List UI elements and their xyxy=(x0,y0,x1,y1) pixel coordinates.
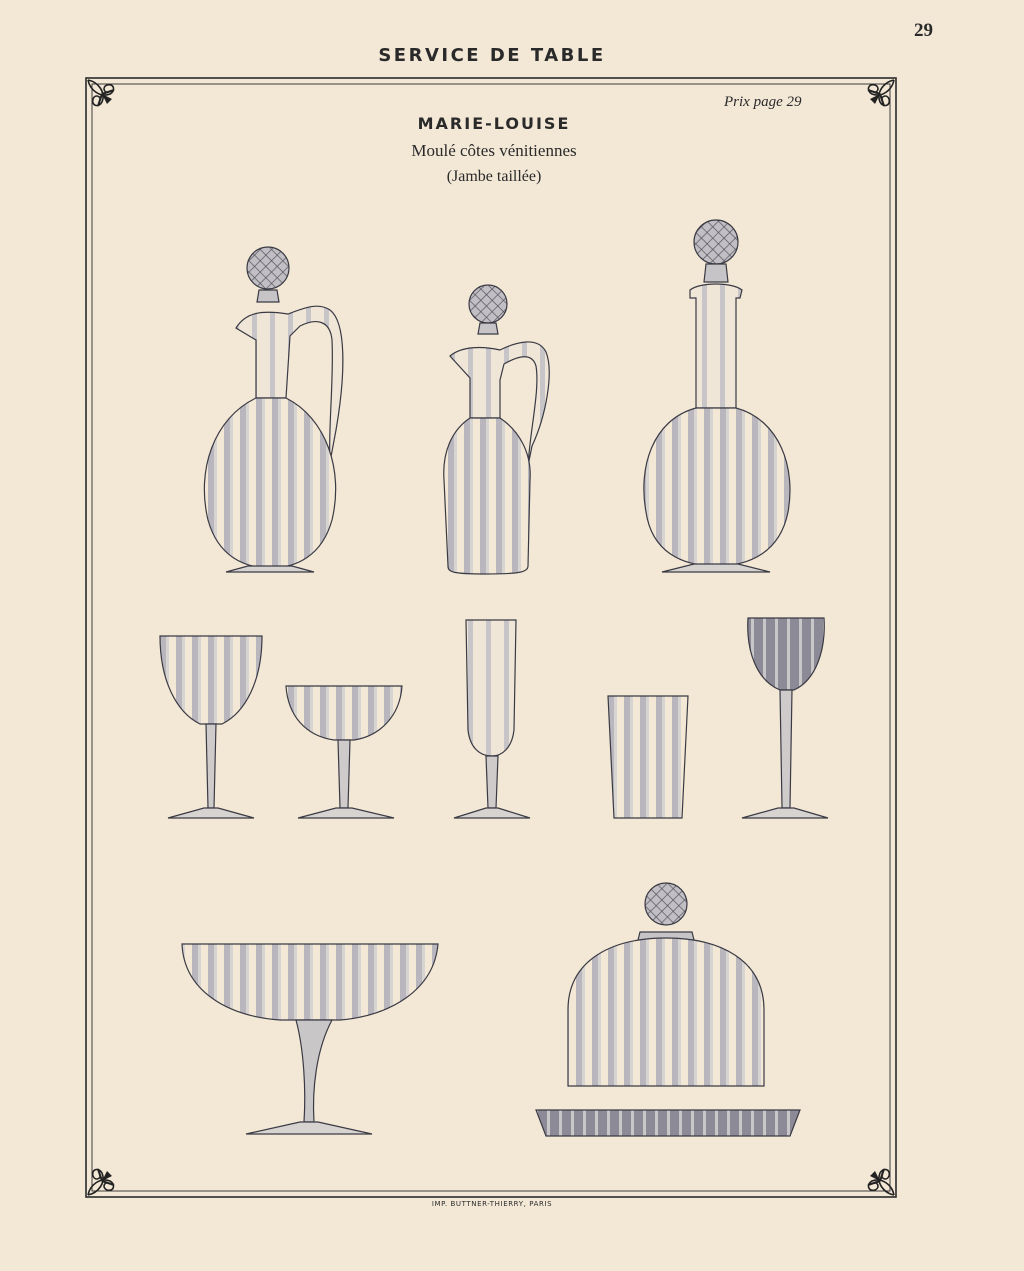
price-reference: Prix page 29 xyxy=(724,94,802,110)
pattern-description: Moulé côtes vénitiennes xyxy=(411,141,577,160)
page-number: 29 xyxy=(914,20,933,41)
pattern-note: (Jambe taillée) xyxy=(446,168,542,185)
champagne-coupe xyxy=(286,686,402,818)
pattern-name: MARIE-LOUISE xyxy=(417,114,571,133)
water-glass xyxy=(160,636,262,818)
printer-imprint: IMP. BUTTNER-THIERRY, PARIS xyxy=(431,1200,553,1208)
footed-fruit-bowl xyxy=(182,944,438,1134)
wine-glass xyxy=(742,618,828,818)
handled-decanter-large xyxy=(204,247,343,572)
round-decanter xyxy=(644,220,790,572)
champagne-flute xyxy=(454,620,530,818)
cheese-dome-with-tray xyxy=(536,883,800,1136)
section-title: SERVICE DE TABLE xyxy=(378,45,606,66)
handled-cruet xyxy=(444,285,549,574)
tumbler xyxy=(608,696,688,818)
